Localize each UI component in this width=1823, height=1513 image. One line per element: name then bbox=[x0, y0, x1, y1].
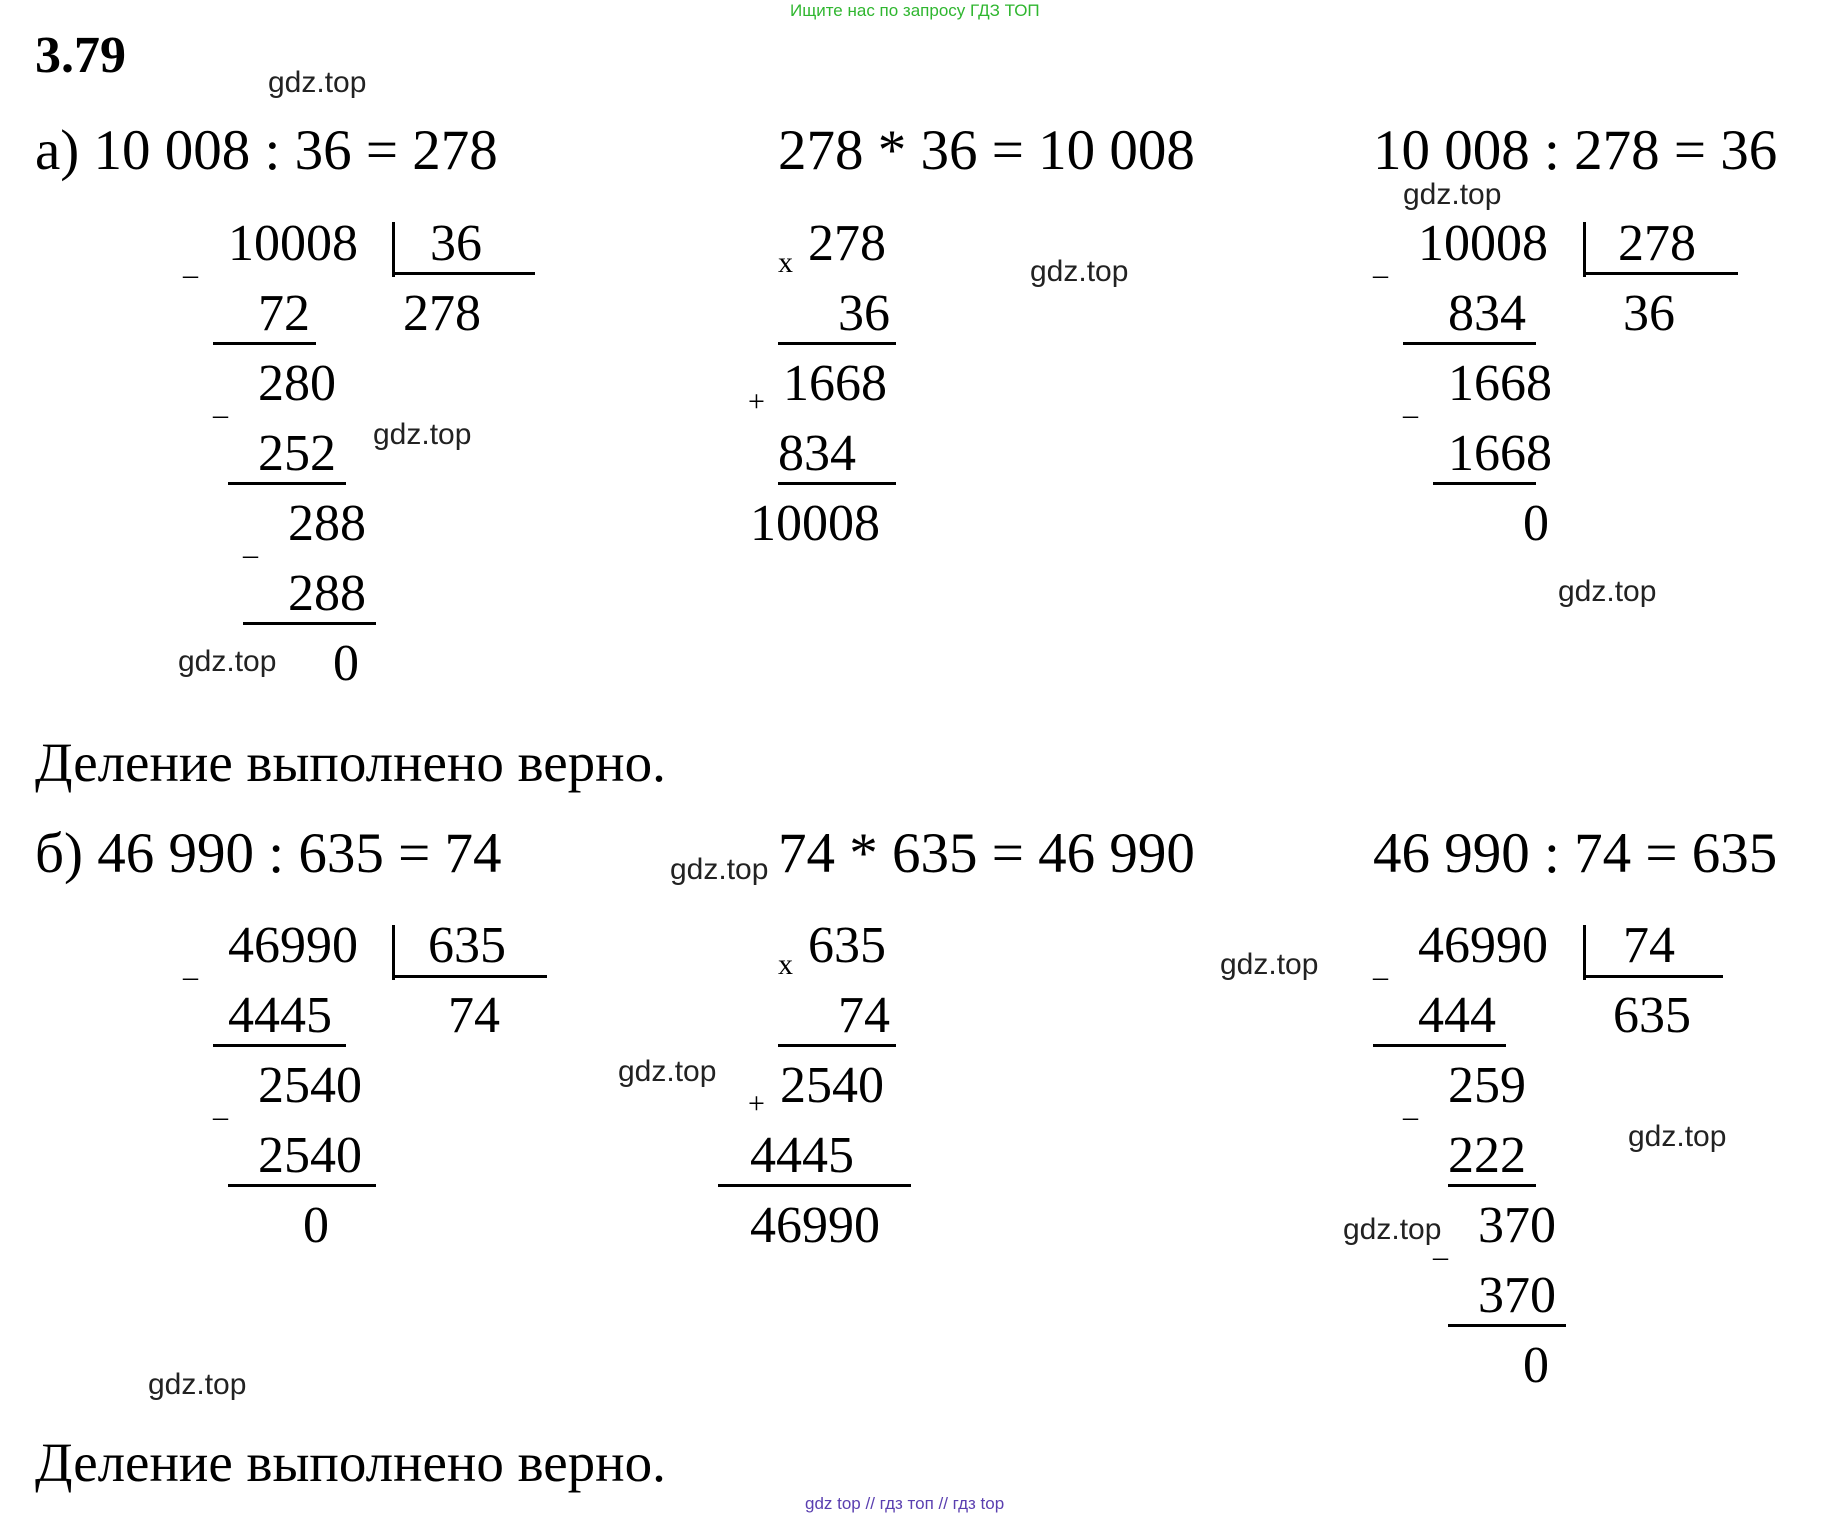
division-bracket-vertical bbox=[392, 222, 395, 277]
part-b-conclusion: Деление выполнено верно. bbox=[35, 1432, 666, 1493]
multiplicand: 635 bbox=[808, 917, 886, 974]
underline bbox=[228, 1184, 376, 1187]
watermark: gdz.top bbox=[373, 418, 472, 451]
partial-product: 4445 bbox=[750, 1127, 854, 1184]
watermark: gdz.top bbox=[148, 1368, 247, 1401]
minus-sign: _ bbox=[1433, 1230, 1448, 1263]
part-b-label: б) bbox=[35, 822, 83, 885]
underline bbox=[778, 1044, 896, 1047]
subtrahend: 222 bbox=[1448, 1127, 1526, 1184]
product: 46990 bbox=[750, 1197, 880, 1254]
problem-number: 3.79 bbox=[35, 27, 126, 84]
partial-product: 1668 bbox=[783, 355, 887, 412]
part-b-eq1-text: 46 990 : 635 = 74 bbox=[97, 822, 502, 885]
part-b-equation-3: 46 990 : 74 = 635 bbox=[1373, 822, 1778, 885]
watermark: gdz.top bbox=[1220, 948, 1319, 981]
final-remainder: 0 bbox=[333, 635, 359, 692]
remainder: 370 bbox=[1478, 1197, 1556, 1254]
underline bbox=[213, 342, 316, 345]
minus-sign: _ bbox=[1403, 388, 1418, 421]
watermark: gdz.top bbox=[268, 66, 367, 99]
plus-sign: + bbox=[748, 1087, 765, 1120]
subtrahend: 288 bbox=[288, 565, 366, 622]
division-bracket-vertical bbox=[1583, 925, 1586, 980]
multiplier: 74 bbox=[838, 987, 890, 1044]
underline bbox=[1448, 1324, 1566, 1327]
minus-sign: _ bbox=[243, 528, 258, 561]
watermark: gdz.top bbox=[618, 1055, 717, 1088]
remainder: 288 bbox=[288, 495, 366, 552]
subtrahend: 834 bbox=[1448, 285, 1526, 342]
divisor: 74 bbox=[1623, 917, 1675, 974]
minus-sign: _ bbox=[1373, 950, 1388, 983]
part-b-equation-2: 74 * 635 = 46 990 bbox=[778, 822, 1195, 885]
remainder: 259 bbox=[1448, 1057, 1526, 1114]
quotient: 635 bbox=[1613, 987, 1691, 1044]
subtrahend: 1668 bbox=[1448, 425, 1552, 482]
watermark: gdz.top bbox=[1403, 178, 1502, 211]
watermark: gdz.top bbox=[1343, 1213, 1442, 1246]
part-a-eq1-text: 10 008 : 36 = 278 bbox=[93, 119, 498, 182]
underline bbox=[1433, 482, 1536, 485]
part-b-equation-1 bbox=[35, 822, 502, 885]
dividend: 46990 bbox=[1418, 917, 1548, 974]
part-a-conclusion: Деление выполнено верно. bbox=[35, 732, 666, 793]
footer-note: gdz top // гдз топ // гдз top bbox=[805, 1494, 1005, 1513]
minus-sign: _ bbox=[183, 248, 198, 281]
quotient: 278 bbox=[403, 285, 481, 342]
underline bbox=[213, 1044, 346, 1047]
partial-product: 834 bbox=[778, 425, 856, 482]
minus-sign: _ bbox=[1373, 248, 1388, 281]
division-bracket-vertical bbox=[392, 925, 395, 980]
watermark: gdz.top bbox=[1558, 575, 1657, 608]
remainder: 1668 bbox=[1448, 355, 1552, 412]
subtrahend: 444 bbox=[1418, 987, 1496, 1044]
partial-product: 2540 bbox=[780, 1057, 884, 1114]
times-sign: x bbox=[778, 948, 793, 981]
remainder: 280 bbox=[258, 355, 336, 412]
final-remainder: 0 bbox=[1523, 495, 1549, 552]
divisor: 36 bbox=[430, 215, 482, 272]
final-remainder: 0 bbox=[1523, 1337, 1549, 1394]
division-bracket-vertical bbox=[1583, 222, 1586, 277]
division-bracket-horizontal bbox=[392, 272, 535, 275]
subtrahend: 252 bbox=[258, 425, 336, 482]
underline bbox=[778, 482, 896, 485]
watermark: gdz.top bbox=[1030, 255, 1129, 288]
division-bracket-horizontal bbox=[392, 975, 547, 978]
underline bbox=[1448, 1184, 1536, 1187]
underline bbox=[243, 622, 376, 625]
minus-sign: _ bbox=[1403, 1090, 1418, 1123]
product: 10008 bbox=[750, 495, 880, 552]
header-note: Ищите нас по запросу ГДЗ ТОП bbox=[790, 1, 1040, 20]
minus-sign: _ bbox=[213, 388, 228, 421]
dividend: 46990 bbox=[228, 917, 358, 974]
minus-sign: _ bbox=[183, 950, 198, 983]
remainder: 2540 bbox=[258, 1057, 362, 1114]
division-bracket-horizontal bbox=[1583, 272, 1738, 275]
underline bbox=[1373, 1044, 1506, 1047]
subtrahend: 2540 bbox=[258, 1127, 362, 1184]
quotient: 74 bbox=[448, 987, 500, 1044]
watermark: gdz.top bbox=[1628, 1120, 1727, 1153]
multiplier: 36 bbox=[838, 285, 890, 342]
plus-sign: + bbox=[748, 385, 765, 418]
part-a-label: а) bbox=[35, 119, 80, 182]
dividend: 10008 bbox=[228, 215, 358, 272]
watermark: gdz.top bbox=[670, 853, 769, 886]
underline bbox=[778, 342, 896, 345]
subtrahend: 4445 bbox=[228, 987, 332, 1044]
underline bbox=[1403, 342, 1536, 345]
dividend: 10008 bbox=[1418, 215, 1548, 272]
part-a-equation-3: 10 008 : 278 = 36 bbox=[1373, 119, 1778, 182]
quotient: 36 bbox=[1623, 285, 1675, 342]
minus-sign: _ bbox=[213, 1090, 228, 1123]
times-sign: x bbox=[778, 246, 793, 279]
divisor: 635 bbox=[428, 917, 506, 974]
part-a-equation-1 bbox=[35, 119, 498, 182]
division-bracket-horizontal bbox=[1583, 975, 1723, 978]
final-remainder: 0 bbox=[303, 1197, 329, 1254]
divisor: 278 bbox=[1618, 215, 1696, 272]
subtrahend: 72 bbox=[258, 285, 310, 342]
underline bbox=[718, 1184, 911, 1187]
watermark: gdz.top bbox=[178, 645, 277, 678]
underline bbox=[228, 482, 346, 485]
multiplicand: 278 bbox=[808, 215, 886, 272]
part-a-equation-2: 278 * 36 = 10 008 bbox=[778, 119, 1195, 182]
subtrahend: 370 bbox=[1478, 1267, 1556, 1324]
